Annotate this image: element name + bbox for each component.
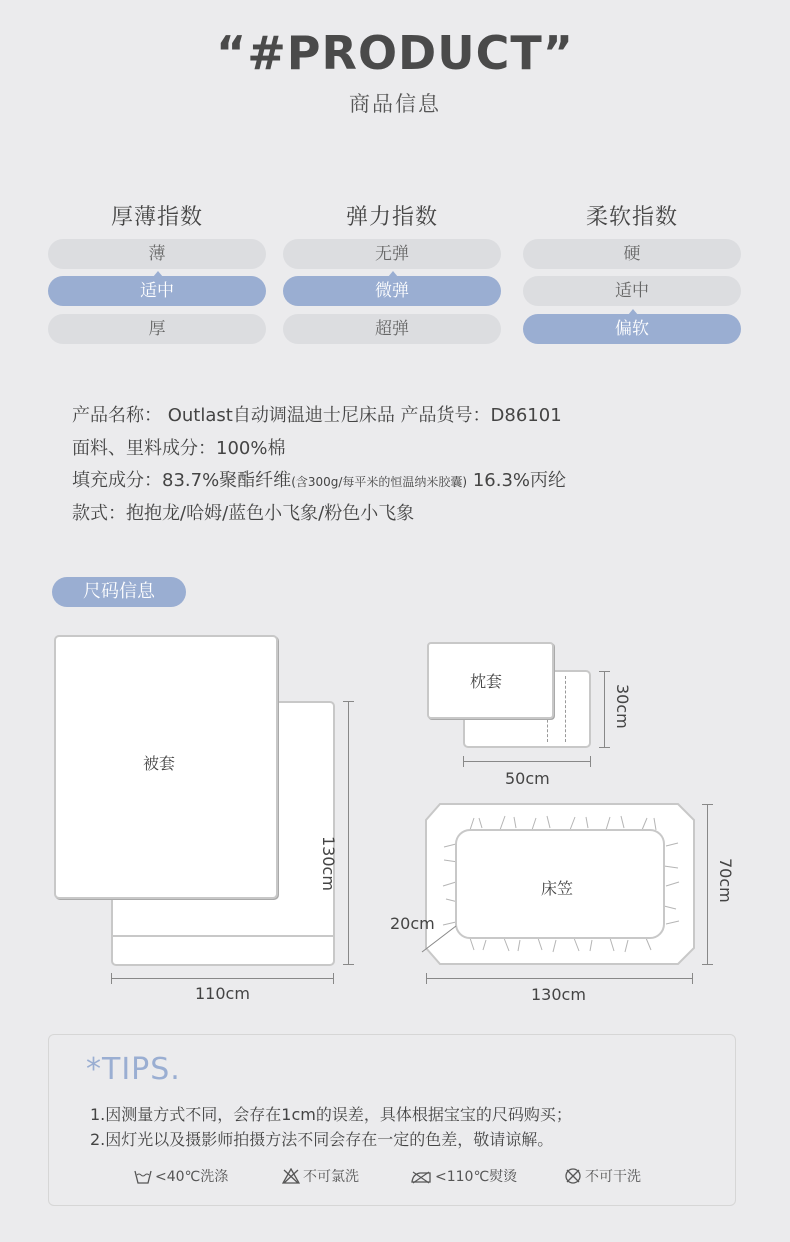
care-no-dryclean-label: 不可干洗: [585, 1169, 641, 1185]
pillow-label: 枕套: [470, 672, 503, 691]
filling-note: (含300g/每平米的恒温纳米胶囊): [291, 475, 468, 489]
pillow-height-line: [604, 671, 605, 748]
dim-tick: [599, 747, 610, 748]
care-wash-label: <40℃洗涤: [155, 1169, 229, 1185]
index-option: 薄: [48, 239, 266, 269]
care-no-bleach-label: 不可氯洗: [303, 1169, 359, 1185]
care-no-bleach: [282, 1166, 359, 1186]
dim-tick: [343, 701, 354, 702]
elasticity-index: [283, 200, 501, 339]
dim-tick: [599, 671, 610, 672]
index-option-selected: 适中: [48, 276, 266, 306]
index-option: 厚: [48, 314, 266, 344]
duvet-label: 被套: [143, 754, 176, 773]
duvet-width-label: 110cm: [195, 984, 250, 1003]
care-iron: [410, 1166, 517, 1186]
style-line: 款式：抱抱龙/哈姆/蓝色小飞象/粉色小飞象: [72, 503, 415, 524]
dim-tick: [702, 964, 713, 965]
care-no-dryclean: [564, 1166, 641, 1186]
dim-tick: [333, 973, 334, 984]
fitted-sheet-height-label: 70cm: [716, 858, 735, 903]
softness-index: [523, 200, 741, 339]
care-wash: [134, 1166, 228, 1186]
no-bleach-icon: [282, 1168, 300, 1184]
care-iron-label: <110℃熨烫: [435, 1169, 518, 1185]
duvet-width-line: [111, 978, 334, 979]
sheet-width-line: [426, 978, 693, 979]
filling-main: 填充成分：83.7%聚酯纤维: [72, 470, 292, 491]
dim-tick: [590, 756, 591, 767]
index-option-selected: 偏软: [523, 314, 741, 344]
wash-tub-icon: [134, 1168, 152, 1184]
filling-line: [72, 466, 566, 492]
dim-tick: [692, 973, 693, 984]
page-title: “#PRODUCT”: [216, 26, 574, 80]
page-subtitle: 商品信息: [349, 92, 441, 116]
index-title: 厚薄指数: [110, 205, 203, 230]
index-option-selected: 微弹: [283, 276, 501, 306]
fabric-line: 面料、里料成分：100%棉: [72, 438, 286, 459]
size-info-badge: 尺码信息: [52, 577, 186, 607]
pillow-width-label: 50cm: [505, 769, 550, 788]
fitted-sheet-label: 床笠: [541, 879, 574, 898]
duvet-height-label: 130cm: [319, 836, 338, 891]
tip-line-2: 2.因灯光以及摄影师拍摄方法不同会存在一定的色差，敬请谅解。: [90, 1130, 554, 1149]
duvet-height-line: [348, 701, 349, 965]
index-option: 适中: [523, 276, 741, 306]
pillow-height-label: 30cm: [613, 684, 632, 729]
tip-line-1: 1.因测量方式不同，会存在1cm的误差，具体根据宝宝的尺码购买；: [90, 1105, 572, 1124]
iron-icon: [410, 1168, 432, 1184]
index-title: 弹力指数: [345, 205, 438, 230]
dim-tick: [463, 756, 464, 767]
sheet-height-line: [707, 804, 708, 965]
thickness-index: [48, 200, 266, 339]
filling-end: 16.3%丙纶: [467, 470, 567, 491]
index-option: 无弹: [283, 239, 501, 269]
dim-tick: [426, 973, 427, 984]
tips-title: *TIPS.: [86, 1052, 181, 1087]
index-option: 硬: [523, 239, 741, 269]
index-title: 柔软指数: [585, 205, 678, 230]
fitted-sheet-depth-label: 20cm: [390, 914, 435, 933]
dim-tick: [111, 973, 112, 984]
no-dry-clean-icon: [564, 1167, 582, 1185]
fitted-sheet-width-label: 130cm: [531, 985, 586, 1004]
pillow-width-line: [463, 761, 591, 762]
dim-tick: [702, 804, 713, 805]
dim-tick: [343, 964, 354, 965]
index-option: 超弹: [283, 314, 501, 344]
product-name-line: 产品名称： Outlast自动调温迪士尼床品 产品货号：D86101: [72, 405, 562, 426]
